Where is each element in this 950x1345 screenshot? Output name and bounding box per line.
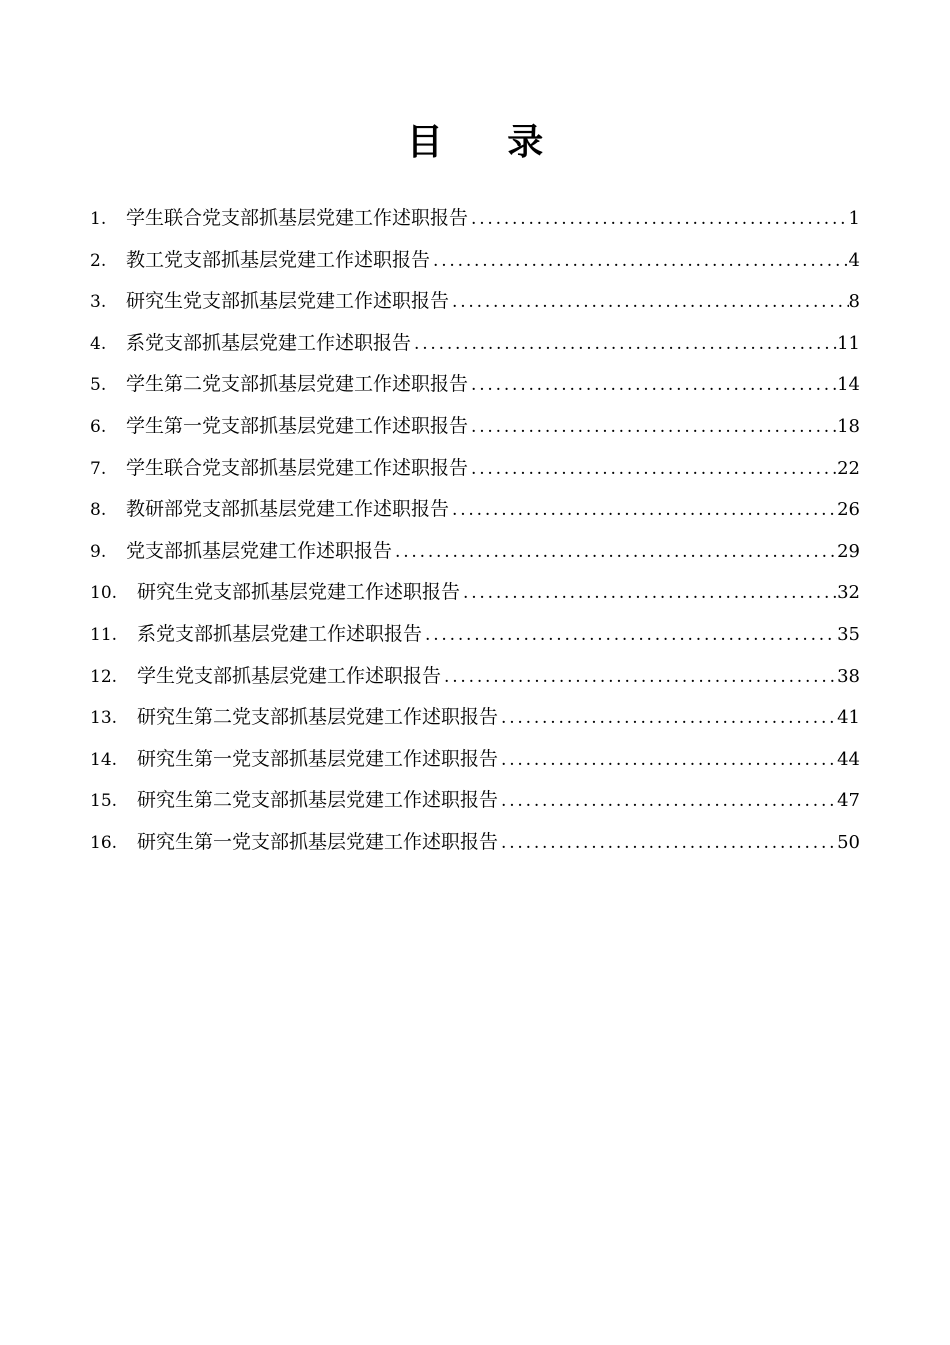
toc-entry-title: 教研部党支部抓基层党建工作述职报告: [126, 498, 450, 521]
toc-entry-page-number: 8: [848, 291, 860, 313]
toc-dot-leader: [422, 615, 837, 657]
toc-dot-leader: [449, 490, 837, 532]
toc-entry-title: 学生第一党支部抓基层党建工作述职报告: [126, 414, 469, 437]
toc-entry[interactable]: [90, 822, 860, 864]
toc-entry-number: 9.: [90, 541, 107, 562]
toc-entry-title: 学生联合党支部抓基层党建工作述职报告: [126, 456, 469, 479]
toc-entry-title: 党支部抓基层党建工作述职报告: [126, 539, 393, 562]
toc-entry-page-number: 1: [848, 208, 860, 229]
toc-dot-leader: [498, 781, 837, 823]
table-of-contents: [90, 198, 860, 864]
toc-entry-number: 15.: [90, 791, 118, 812]
toc-entry[interactable]: [90, 364, 860, 406]
toc-entry-page-number: 47: [837, 790, 860, 812]
toc-entry-title: 系党支部抓基层党建工作述职报告: [137, 622, 423, 645]
toc-entry[interactable]: [90, 572, 860, 614]
toc-dot-leader: [430, 241, 849, 283]
toc-entry-title: 研究生第一党支部抓基层党建工作述职报告: [137, 830, 499, 853]
toc-entry-title: 研究生第二党支部抓基层党建工作述职报告: [137, 706, 499, 729]
toc-entry-page-number: 38: [837, 665, 860, 687]
toc-entry-title: 学生第二党支部抓基层党建工作述职报告: [126, 373, 469, 396]
toc-dot-leader: [498, 698, 837, 740]
toc-entry[interactable]: [90, 406, 860, 448]
toc-entry-number: 12.: [90, 666, 118, 687]
toc-entry-number: 10.: [90, 583, 118, 604]
toc-entry-number: 4.: [90, 333, 107, 354]
toc-entry-page-number: 44: [837, 748, 860, 770]
toc-dot-leader: [441, 657, 837, 699]
toc-entry-number: 8.: [90, 500, 107, 521]
toc-entry-number: 2.: [90, 250, 107, 271]
toc-entry-title: 学生联合党支部抓基层党建工作述职报告: [126, 207, 469, 229]
toc-entry-number: 1.: [90, 209, 107, 229]
toc-dot-leader: [468, 449, 837, 491]
toc-entry-title: 教工党支部抓基层党建工作述职报告: [126, 248, 431, 271]
toc-entry-title: 学生党支部抓基层党建工作述职报告: [137, 664, 442, 687]
toc-entry-number: 5.: [90, 375, 107, 396]
toc-entry-title: 研究生第一党支部抓基层党建工作述职报告: [137, 747, 499, 770]
toc-entry[interactable]: [90, 323, 860, 365]
toc-entry-page-number: 4: [848, 249, 860, 271]
toc-entry[interactable]: [90, 614, 860, 656]
toc-entry-page-number: 32: [837, 582, 860, 604]
toc-entry[interactable]: [90, 198, 860, 240]
toc-dot-leader: [468, 365, 837, 407]
toc-entry-page-number: 26: [837, 499, 860, 521]
toc-entry-title: 研究生党支部抓基层党建工作述职报告: [137, 581, 461, 604]
toc-entry-page-number: 41: [837, 707, 860, 729]
toc-dot-leader: [449, 282, 849, 324]
toc-entry[interactable]: [90, 780, 860, 822]
toc-entry-number: 3.: [90, 292, 107, 313]
toc-entry-number: 6.: [90, 416, 107, 437]
toc-entry-page-number: 22: [837, 457, 860, 479]
toc-entry[interactable]: [90, 697, 860, 739]
toc-entry[interactable]: [90, 281, 860, 323]
toc-dot-leader: [498, 823, 837, 865]
toc-entry[interactable]: [90, 531, 860, 573]
toc-dot-leader: [392, 532, 837, 574]
page-title: 目 录: [406, 122, 570, 163]
toc-entry-page-number: 29: [837, 540, 860, 562]
toc-entry-page-number: 50: [837, 831, 860, 853]
toc-dot-leader: [498, 740, 837, 782]
toc-entry-page-number: 35: [837, 623, 860, 645]
toc-entry-number: 7.: [90, 458, 107, 479]
toc-entry-page-number: 11: [837, 332, 860, 354]
toc-entry[interactable]: [90, 739, 860, 781]
toc-entry[interactable]: [90, 448, 860, 490]
toc-entry-title: 研究生第二党支部抓基层党建工作述职报告: [137, 789, 499, 812]
toc-entry-page-number: 14: [837, 374, 860, 396]
toc-entry-number: 16.: [90, 832, 118, 853]
toc-entry-number: 14.: [90, 749, 118, 770]
toc-entry-title: 研究生党支部抓基层党建工作述职报告: [126, 290, 450, 313]
toc-entry-page-number: 18: [837, 415, 860, 437]
toc-entry-number: 13.: [90, 708, 118, 729]
toc-entry[interactable]: [90, 489, 860, 531]
toc-entry[interactable]: [90, 656, 860, 698]
toc-dot-leader: [411, 324, 837, 366]
toc-entry-number: 11.: [90, 624, 118, 645]
toc-dot-leader: [468, 407, 837, 449]
toc-dot-leader: [468, 199, 849, 241]
toc-entry[interactable]: [90, 240, 860, 282]
toc-entry-title: 系党支部抓基层党建工作述职报告: [126, 331, 412, 354]
toc-dot-leader: [460, 573, 837, 615]
